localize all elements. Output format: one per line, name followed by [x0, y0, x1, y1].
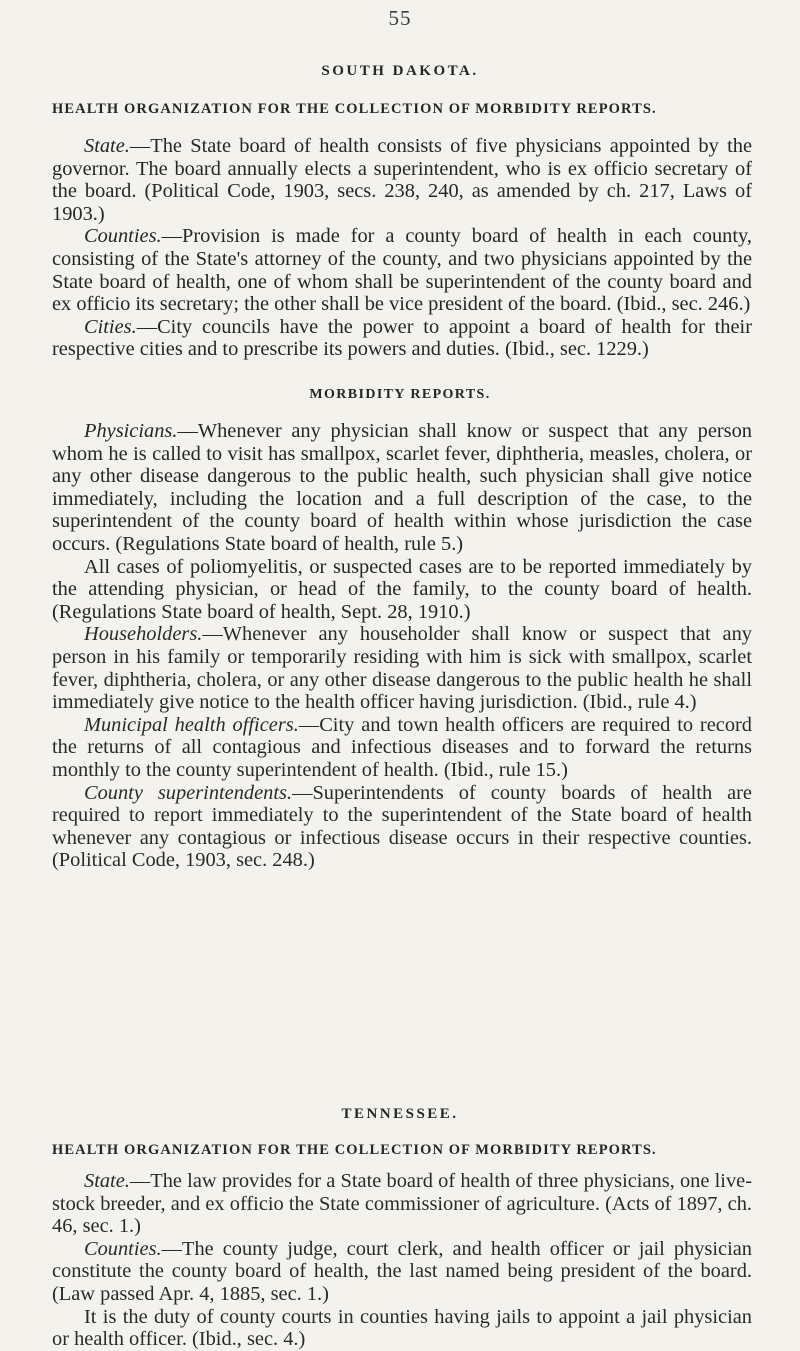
lead-cities: Cities. [84, 315, 137, 338]
lead-physicians: Physicians. [84, 420, 178, 442]
text-physicians: —Whenever any physician shall know or suspect that any person whom he is called to visit has smallpox, scarlet fever, diphtheria, measles, cholera, or any other disease dangerous to the public health, such physician shall give notice immediately, including the location and a full description of the case, to the superintendent of the county board of health within whose jurisdiction the case occurs. (Regulations State board of health, rule 5.) [52, 420, 752, 555]
text-state: —The State board of health consists of five physicians appointed by the governor. The board annually elects a superintendent, who is ex officio secretary of the board. (Political Code, 1903, secs. 238, 240, as amended by ch. 217, Laws of 1903.) [52, 135, 752, 225]
lead-tn-state: State. [84, 1170, 130, 1192]
lead-householders: Householders. [84, 623, 203, 646]
text-tn-counties: —The county judge, court clerk, and health officer or jail physician constitute the county board of health, the last named being president of the board. (Law passed Apr. 4, 1885, sec. 1.) [52, 1237, 752, 1305]
paragraph-counties [52, 225, 752, 315]
tennessee-section [0, 1106, 800, 1123]
paragraph-householders [52, 623, 752, 713]
paragraph-tn-counties [52, 1238, 752, 1306]
paragraph-county-superintendents [52, 782, 752, 872]
south-dakota-organization-text [52, 135, 752, 361]
morbidity-reports-heading: MORBIDITY REPORTS. [309, 387, 491, 402]
section-heading-tennessee: TENNESSEE. [341, 1106, 459, 1122]
org-heading-south-dakota: HEALTH ORGANIZATION FOR THE COLLECTION OF MORBIDITY REPORTS. [52, 101, 657, 117]
text-counties: —Provision is made for a county board of health in each county, consisting of the State's attorney of the county, and two physicians appointed by the State board of health, one of whom shall be superintendent of the county board and ex officio its secretary; the other shall be vice president of the board. (Ibid., sec. 246.) [52, 225, 752, 316]
section-heading-south-dakota: SOUTH DAKOTA. [321, 63, 479, 79]
tennessee-organization-text [52, 1170, 752, 1351]
text-householders: —Whenever any householder shall know or suspect that any person in his family or temporarily residing with him is sick with smallpox, scarlet fever, diphtheria, cholera, or any other disease dangerous to the public health he shall immediately give notice to the health officer having jurisdiction. (Ibid., rule 4.) [52, 623, 752, 714]
lead-state: State. [84, 135, 130, 157]
lead-county-superintendents: County superintendents. [84, 781, 293, 804]
paragraph-tn-state [52, 1170, 752, 1238]
lead-tn-counties: Counties. [84, 1237, 162, 1260]
lead-counties: Counties. [84, 225, 162, 248]
lead-municipal-health-officers: Municipal health officers. [84, 713, 299, 736]
paragraph-state [52, 135, 752, 225]
text-cities: —City councils have the power to appoint a board of health for their respective cities and to prescribe its powers and duties. (Ibid., sec. 1229.) [52, 315, 752, 361]
page-number: 55 [388, 6, 412, 30]
paragraph-poliomyelitis: All cases of poliomyelitis, or suspected cases are to be reported immediately by the attending physician, or head of the family, to the county board of health. (Regulations State board of health, Sept. 28, 1910.) [52, 555, 752, 623]
south-dakota-morbidity-text [52, 420, 752, 872]
paragraph-tn-jail-physician: It is the duty of county courts in counties having jails to appoint a jail physician or health officer. (Ibid., sec. 4.) [52, 1305, 752, 1351]
south-dakota-section [0, 63, 800, 80]
paragraph-municipal-health-officers [52, 714, 752, 782]
paragraph-cities [52, 316, 752, 361]
text-tn-state: —The law provides for a State board of health of three physicians, one live-stock breeder, and ex officio the State commissioner of agriculture. (Acts of 1897, ch. 46, sec. 1.) [52, 1170, 752, 1238]
paragraph-physicians [52, 420, 752, 556]
org-heading-tennessee: HEALTH ORGANIZATION FOR THE COLLECTION OF MORBIDITY REPORTS. [52, 1142, 657, 1158]
text-county-superintendents: —Superintendents of county boards of health are required to report immediately to the superintendent of the State board of health whenever any contagious or infectious disease occurs in their respective counties. (Political Code, 1903, sec. 248.) [52, 781, 752, 872]
text-municipal-health-officers: —City and town health officers are required to record the returns of all contagious and infectious diseases and to forward the returns monthly to the county superintendent of health. (Ibid., rule 15.) [52, 713, 753, 781]
